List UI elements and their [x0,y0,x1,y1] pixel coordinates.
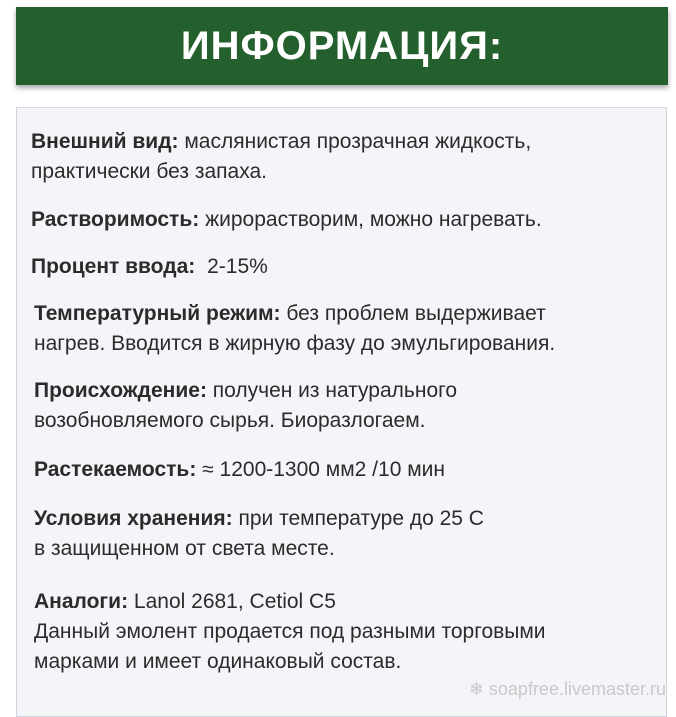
watermark-text: soapfree.livemaster.ru [488,679,666,699]
spreadability-label: Растекаемость: [34,458,197,481]
origin-label: Происхождение: [34,379,207,402]
storage-block [34,504,662,564]
appearance-label: Внешний вид: [31,130,179,153]
spreadability-text: ≈ 1200-1300 мм2 /10 мин [202,458,445,481]
analogs-label: Аналоги: [34,590,129,613]
temperature-block [34,299,662,359]
appearance-text-1: маслянистая прозрачная жидкость, [184,130,532,153]
dosage-block [31,252,659,282]
dosage-label: Процент ввода: [31,255,196,278]
appearance-text-2: практически без запаха. [31,160,267,183]
temperature-text-2: нагрев. Вводится в жирную фазу до эмульгирования. [34,332,556,355]
analogs-text-1: Lanol 2681, Cetiol C5 [133,590,336,613]
header-banner [16,7,668,85]
solubility-block [31,205,659,235]
analogs-block [34,587,662,677]
temperature-label: Температурный режим: [34,302,281,325]
page-title: ИНФОРМАЦИЯ: [180,23,504,68]
snowflake-icon: ❄ [468,679,484,699]
origin-block [34,376,662,436]
analogs-text-2: Данный эмолент продается под разными торговыми [34,620,546,643]
watermark [469,679,666,700]
appearance-block [31,127,659,187]
storage-text-1: при температуре до 25 С [238,507,484,530]
storage-label: Условия хранения: [34,507,233,530]
temperature-text-1: без проблем выдерживает [286,302,546,325]
origin-text-2: возобновляемого сырья. Биоразлогаем. [34,409,426,432]
solubility-label: Растворимость: [31,208,200,231]
spreadability-block [34,455,662,485]
origin-text-1: получен из натурального [212,379,458,402]
solubility-text: жирорастворим, можно нагревать. [205,208,542,231]
analogs-text-3: марками и имеет одинаковый состав. [34,650,402,673]
dosage-text: 2-15% [207,255,268,278]
storage-text-2: в защищенном от света месте. [34,537,335,560]
